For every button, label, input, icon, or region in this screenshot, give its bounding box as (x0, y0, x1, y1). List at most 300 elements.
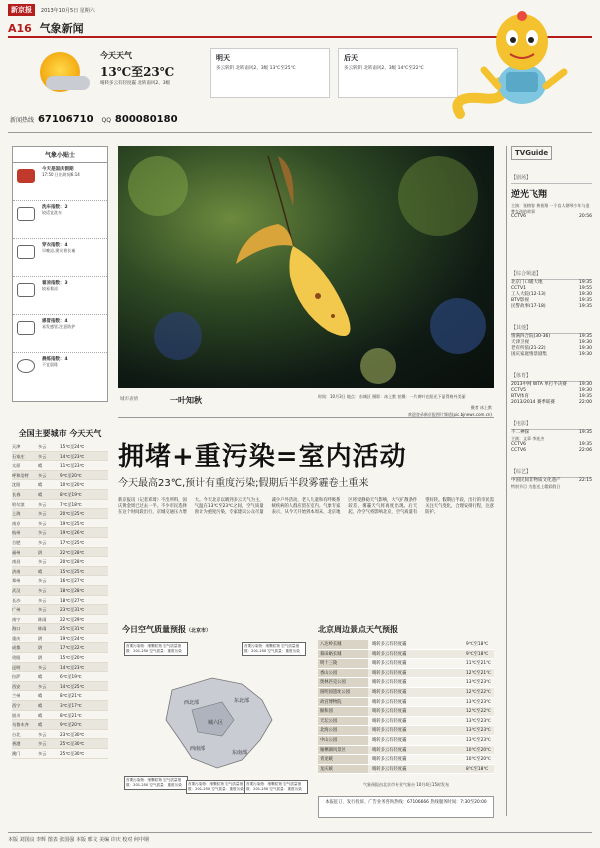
city-row (12, 653, 108, 663)
tv-program: 天津卫视 (511, 340, 529, 345)
tv-program: 国庆家庭情景剧集 (511, 352, 547, 357)
city-name: 合肥 (12, 539, 21, 545)
tv-time: 19:30 (579, 292, 592, 297)
city-row (12, 739, 108, 749)
flag-icon (17, 169, 35, 183)
tv-listing (511, 400, 592, 406)
city-name: 海口 (12, 626, 21, 632)
city-row (12, 567, 108, 577)
spot-temp: 13℃至23℃ (466, 737, 491, 743)
city-temp: 22℃至29℃ (60, 616, 85, 622)
tv-time: 19:35 (579, 430, 592, 435)
city-weather: 晴 (38, 491, 43, 497)
city-name: 石家庄 (12, 453, 25, 459)
spot-temp: 12℃至21℃ (466, 669, 494, 678)
city-weather: 晴 (38, 568, 43, 574)
city-row (12, 500, 108, 510)
city-weather: 多云 (38, 559, 47, 565)
city-name: 兰州 (12, 693, 21, 699)
city-weather: 晴 (38, 674, 43, 680)
air-quality-title-note: （北京市） (186, 628, 212, 634)
spot-weather: 晴转多云有轻度霾 (372, 661, 407, 667)
city-weather: 多云 (38, 587, 47, 593)
city-name: 银川 (12, 712, 21, 718)
tv-listing (511, 478, 592, 484)
city-weather: 多云 (38, 511, 47, 517)
region-label: 城六区 (208, 720, 224, 726)
city-temp: 23℃至31℃ (60, 607, 85, 613)
city-temp: 25℃至30℃ (60, 751, 85, 756)
spot-row (318, 650, 494, 660)
city-row (12, 749, 108, 759)
city-weather: 多云 (38, 731, 47, 737)
subheadline: 今天最高23℃,预计有重度污染;假期后半段雾霾卷土重来 (118, 478, 369, 489)
city-name: 澳门 (12, 751, 21, 756)
spot-temp: 10℃至20℃ (466, 746, 494, 755)
tv-time: 19:55 (579, 286, 592, 291)
city-weather: 阴 (38, 549, 43, 555)
tv-guide-head: TVGuide (511, 146, 552, 160)
tip-text: 早晚凉,建议着长袖 (42, 248, 76, 253)
city-temp: 11℃至23℃ (60, 463, 85, 469)
city-temp: 15℃至20℃ (60, 655, 85, 661)
qq-number: 800080180 (114, 114, 178, 125)
section-divider (8, 132, 592, 133)
air-quality-title (122, 624, 211, 635)
city-weather: 晴 (38, 703, 43, 709)
tv-channel: CCTV6 (511, 214, 526, 219)
city-list-title: 全国主要城市 今天天气 (18, 428, 102, 438)
tip-item (13, 277, 107, 315)
city-temp: 15℃至25℃ (60, 568, 85, 574)
city-row (12, 442, 108, 452)
city-temp: 9℃至20℃ (60, 472, 82, 478)
city-name: 呼和浩特 (12, 472, 29, 478)
tv-section-title: 【电影】 (511, 420, 592, 430)
photo-source: 欢迎登录新京报图片频道(pic.bjnews.com.cn) (407, 412, 492, 417)
spot-weather: 晴转多云有轻度霾 (372, 699, 407, 705)
city-row (12, 730, 108, 740)
city-row (12, 519, 108, 529)
city-row (12, 528, 108, 538)
region-status-box: 首要污染物：细颗粒物 空气质量指数：201-250 空气质量：重度污染 (124, 642, 188, 656)
section-title: 气象新闻 (39, 22, 84, 35)
city-row (12, 538, 108, 548)
city-name: 南昌 (12, 559, 21, 565)
region-status-box: 首要污染物：细颗粒物 空气质量指数：201-250 空气质量：重度污染 (242, 642, 306, 656)
spot-row (318, 765, 494, 775)
spot-row (318, 707, 494, 717)
subscription-box: 本报征订、发行投诉、广告业务咨询热线：67106666 热线服务时间：7:30至20:00 (318, 796, 494, 818)
tv-time: 19:35 (579, 298, 592, 303)
city-name: 香港 (12, 741, 21, 747)
city-row (12, 548, 108, 558)
spot-weather: 晴转多云有轻度霾 (372, 642, 407, 647)
tv-time: 19:30 (579, 340, 592, 345)
tv-program: 中国民间非物质文化遗产 (511, 477, 561, 483)
city-weather: 多云 (38, 664, 47, 670)
city-weather: 多云 (38, 501, 47, 507)
spot-weather: 晴转多云有轻度霾 (368, 669, 466, 678)
city-name: 南京 (12, 520, 21, 526)
city-temp: 17℃至25℃ (60, 539, 85, 545)
city-name: 天津 (12, 444, 21, 449)
tv-program: CCTV1 (511, 286, 526, 291)
spot-temp: 9℃至18℃ (466, 650, 494, 659)
city-row (12, 672, 108, 682)
city-weather: 阴 (38, 645, 43, 651)
city-temp: 25℃至31℃ (60, 626, 85, 632)
spot-row (318, 698, 494, 708)
city-weather: 多云 (38, 530, 47, 536)
photo-credit: 摄者 冰上默 (470, 405, 492, 410)
city-name: 贵阳 (12, 655, 21, 661)
tip-item (13, 353, 107, 391)
city-weather: 多云 (38, 751, 47, 756)
city-name: 上海 (12, 511, 21, 517)
spot-temp: 12℃至22℃ (466, 707, 494, 716)
tv-section-title: 【其他】 (511, 324, 592, 334)
tips-title: 气象小贴士 (13, 147, 107, 163)
tip-text: 17:50 日出时间6:14 (42, 172, 80, 177)
spot-name: 中山公园 (318, 736, 368, 745)
city-weather: 多云 (38, 578, 47, 584)
city-row (12, 615, 108, 625)
region-status-box: 首要污染物：细颗粒物 空气质量指数：201-250 空气质量：重度污染 (124, 776, 188, 790)
health-icon (17, 321, 35, 335)
tv-listing (511, 448, 592, 454)
city-weather: 晴 (38, 693, 43, 699)
spot-row (318, 726, 494, 736)
city-name: 长春 (12, 491, 21, 497)
city-name: 武汉 (12, 587, 21, 593)
tip-text: 较适宜洗车 (42, 210, 62, 215)
tip-item (13, 315, 107, 353)
spot-name: 颐和园 (318, 707, 368, 716)
tv-program: 2013/2014 赛季联赛 (511, 400, 555, 405)
city-temp: 14℃至25℃ (60, 683, 85, 689)
city-temp: 19℃至25℃ (60, 520, 85, 526)
city-weather: 多云 (38, 597, 47, 603)
city-name: 西宁 (12, 703, 21, 709)
city-row (12, 691, 108, 701)
tip-item (13, 239, 107, 277)
city-temp: 14℃至23℃ (60, 453, 85, 459)
city-temp: 22℃至28℃ (60, 549, 85, 555)
tv-program: 不二神探 (511, 430, 529, 435)
city-name: 南宁 (12, 616, 21, 622)
city-temp: 25℃至30℃ (60, 741, 85, 747)
cold-icon (17, 283, 35, 297)
city-name: 昆明 (12, 664, 21, 670)
tv-program: BTV影视 (511, 298, 529, 303)
spot-row (318, 659, 494, 669)
photo-tag: 城市表情 (120, 397, 138, 402)
tv-time: 22:00 (579, 400, 592, 405)
spot-name: 明十三陵 (318, 659, 368, 668)
spot-weather: 晴转多云有轻度霾 (368, 688, 466, 697)
tv-time: 19:30 (579, 382, 592, 387)
city-temp: 15℃至24℃ (60, 444, 85, 449)
spot-name: 慕田峪长城 (318, 650, 368, 659)
city-temp: 19℃至24℃ (60, 635, 85, 641)
city-row (12, 461, 108, 471)
tv-program: 2013中网 WTA 单打半决赛 (511, 382, 567, 387)
city-temp: 23℃至30℃ (60, 731, 85, 737)
city-temp: 20℃至25℃ (60, 511, 85, 517)
tv-guide (506, 146, 592, 816)
tv-time: 19:35 (579, 280, 592, 285)
beijing-spots-table (318, 640, 494, 774)
tv-time: 19:35 (579, 334, 592, 339)
city-name: 长沙 (12, 597, 21, 603)
news-hotline-label: 新闻热线 (10, 117, 35, 124)
city-weather: 多云 (38, 453, 47, 459)
page-header (8, 20, 84, 36)
leaf-illustration (118, 146, 494, 388)
today-detail: 晴转多云有轻度霾 北转南风2、3级 (100, 81, 171, 86)
tv-time: 19:30 (579, 346, 592, 351)
spot-temp: 13℃至23℃ (466, 680, 491, 686)
spot-temp: 8℃至18℃ (466, 765, 494, 774)
tomorrow-detail: 多云转阴 北转南风2、3级 13℃至25℃ (216, 66, 296, 71)
tv-time: 22:15 (579, 477, 592, 483)
city-row (12, 471, 108, 481)
city-temp: 19℃至26℃ (60, 530, 85, 536)
region-label: 东北部 (234, 698, 250, 704)
spot-temp: 11℃至21℃ (466, 661, 491, 667)
tip-text: 易发感冒,注意防护 (42, 324, 76, 329)
city-name: 西安 (12, 683, 21, 689)
tv-program: BTV体育 (511, 394, 529, 399)
city-name: 成都 (12, 645, 21, 651)
city-row (12, 624, 108, 634)
city-row (12, 720, 108, 730)
today-label: 今天天气 (100, 51, 132, 60)
spot-temp: 13℃至23℃ (466, 726, 494, 735)
city-row (12, 490, 108, 500)
tv-time: 19:35 (579, 304, 592, 309)
tv-program: 民警故事(17-18) (511, 304, 546, 309)
city-weather: 多云 (38, 472, 47, 478)
city-weather: 阴 (38, 655, 43, 661)
tip-name: 今天是国庆假期 (42, 167, 74, 172)
mascot-illustration (440, 6, 585, 126)
city-temp: 20℃至28℃ (60, 559, 85, 565)
spot-temp: 12℃至22℃ (466, 688, 494, 697)
city-row (12, 509, 108, 519)
spot-row (318, 717, 494, 727)
region-label: 东南部 (232, 750, 248, 756)
tv-feature-body: 主演：张榕容 黄裕翔 一个盲人钢琴少年与追梦女孩的故事 (511, 203, 590, 214)
city-name: 济南 (12, 568, 21, 574)
tv-feature-title: 逆光飞翔 (511, 190, 548, 200)
city-row (12, 586, 108, 596)
region-status-box: 首要污染物：细颗粒物 空气质量指数：201-250 空气质量：重度污染 (244, 780, 308, 794)
city-row (12, 480, 108, 490)
city-row (12, 596, 108, 606)
city-weather: 阵雨 (38, 626, 47, 632)
city-row (12, 557, 108, 567)
tv-time: 22:06 (579, 447, 592, 453)
spot-row (318, 746, 494, 756)
car-icon (17, 207, 35, 221)
tv-time: 19:30 (579, 388, 592, 393)
city-row (12, 576, 108, 586)
photo-caption (118, 390, 494, 418)
tv-time: 20:56 (579, 214, 592, 219)
spot-weather: 晴转多云有轻度霾 (368, 765, 466, 774)
city-name: 福州 (12, 549, 21, 555)
city-name: 郑州 (12, 578, 21, 584)
tv-time: 19:35 (579, 394, 592, 399)
city-temp: 14℃至23℃ (60, 664, 85, 670)
spot-temp: 13℃至23℃ (466, 718, 491, 724)
city-weather: 阴 (38, 635, 43, 641)
region-label: 西南部 (190, 746, 206, 752)
city-row (12, 452, 108, 462)
qq-label: QQ (101, 117, 111, 124)
spot-weather: 晴转多云有轻度霾 (372, 680, 407, 686)
tv-listing (511, 352, 592, 358)
city-name: 台北 (12, 731, 21, 737)
city-weather: 阵雨 (38, 616, 47, 622)
city-weather: 多云 (38, 444, 47, 449)
city-name: 哈尔滨 (12, 501, 25, 507)
tip-name: 穿衣指数：4 (42, 243, 68, 248)
air-quality-title-text: 今日空气质量预报 (122, 625, 186, 634)
spot-row (318, 640, 494, 650)
city-temp: 6℃至19℃ (60, 674, 82, 680)
news-hotline-number: 67106710 (37, 114, 94, 125)
city-name: 广州 (12, 607, 21, 613)
spot-temp: 10℃至20℃ (466, 757, 491, 763)
tv-time: 19:30 (579, 352, 592, 357)
spot-name: 青龙峡 (318, 755, 368, 764)
tv-listing (511, 214, 592, 220)
city-row (12, 643, 108, 653)
spot-weather: 晴转多云有轻度霾 (368, 707, 466, 716)
spot-weather: 晴转多云有轻度霾 (372, 718, 407, 724)
cloud-icon (46, 76, 90, 90)
city-weather-list (12, 428, 108, 826)
weather-tips-box (12, 146, 108, 402)
hotline-bar (10, 114, 184, 125)
region-status-box: 首要污染物：细颗粒物 空气质量指数：201-250 空气质量：重度污染 (186, 780, 250, 794)
spot-row (318, 736, 494, 746)
city-temp: 10℃至20℃ (60, 482, 85, 488)
tomorrow-forecast (210, 48, 330, 98)
city-temp: 9℃至20℃ (60, 722, 82, 728)
spot-weather: 晴转多云有轻度霾 (372, 757, 407, 763)
headline: 拥堵+重污染=室内活动 (118, 442, 407, 472)
tv-feature-body: 特别节目 为您送上精彩假日 (511, 483, 561, 489)
exercise-icon (17, 359, 35, 373)
city-row (12, 701, 108, 711)
spot-row (318, 755, 494, 765)
spot-name: 天坛公园 (318, 717, 368, 726)
footer-credits: 本版 刘国良 李辉 图表 张国强 本版 邢文 美编 许庆 校对 何中钢 (8, 832, 592, 843)
city-name: 杭州 (12, 530, 21, 536)
spot-row (318, 678, 494, 688)
tip-item (13, 201, 107, 239)
spot-weather: 晴转多云有轻度霾 (368, 746, 466, 755)
city-row (12, 605, 108, 615)
city-name: 乌鲁木齐 (12, 722, 29, 728)
tv-listing (511, 304, 592, 310)
city-weather: 多云 (38, 683, 47, 689)
spot-name: 北海公园 (318, 726, 368, 735)
spot-row (318, 669, 494, 679)
city-row (12, 682, 108, 692)
air-quality-map (122, 640, 310, 818)
city-weather: 晴 (38, 722, 43, 728)
page-number: A16 (8, 22, 32, 35)
day-after-detail: 多云转阴 北转南风2、3级 14℃至22℃ (344, 66, 424, 71)
spot-name: 雁栖湖风景区 (318, 746, 368, 755)
spot-name: 奥林匹克公园 (318, 678, 368, 687)
region-label: 西北部 (184, 700, 200, 706)
tip-name: 着凉指数：3 (42, 281, 68, 286)
spot-name: 龙庆峡 (318, 765, 368, 774)
tip-item (13, 163, 107, 201)
city-row (12, 663, 108, 673)
city-row (12, 634, 108, 644)
paper-name: 新京报 (8, 4, 35, 16)
beijing-spots-title: 北京周边景点天气预报 (318, 625, 398, 634)
city-temp: 8℃至21℃ (60, 712, 82, 718)
city-weather: 晴 (38, 712, 43, 718)
tv-program: CCTV5 (511, 388, 526, 393)
tip-name: 感冒指数：4 (42, 319, 68, 324)
spot-weather: 晴转多云有轻度霾 (368, 650, 466, 659)
today-temperature: 13℃至23℃ (100, 65, 175, 79)
city-temp: 8℃至21℃ (60, 693, 82, 699)
photo-title: 一叶知秋 (170, 395, 202, 405)
city-name: 重庆 (12, 635, 21, 641)
city-temp: 18℃至28℃ (60, 587, 85, 593)
city-weather: 多云 (38, 520, 47, 526)
tv-program: CCTV6 (511, 447, 526, 453)
tv-section-title: 【综合频道】 (511, 270, 592, 280)
city-name: 沈阳 (12, 482, 21, 488)
city-weather: 多云 (38, 539, 47, 545)
tip-name: 晨练指数：4 (42, 357, 68, 362)
spot-name: 故宫博物院 (318, 698, 368, 707)
tomorrow-label: 明天 (216, 54, 230, 62)
city-weather: 晴 (38, 482, 43, 488)
city-weather: 多云 (38, 741, 47, 747)
tip-text: 不宜晨练 (42, 362, 58, 367)
tv-section-title: 【体育】 (511, 372, 592, 382)
spot-name: 八达岭长城 (318, 640, 368, 649)
spot-name: 圆明园遗址公园 (318, 688, 368, 697)
city-temp: 16℃至27℃ (60, 578, 85, 584)
city-row (12, 711, 108, 721)
city-name: 太原 (12, 463, 21, 469)
spot-temp: 9℃至18℃ (466, 642, 489, 647)
city-temp: 7℃至18℃ (60, 501, 82, 507)
forecast-note: 气象预报由北京市专业气象台 10月4日15时发布 (363, 782, 449, 787)
tv-section-title: 【综艺】 (511, 468, 592, 478)
day-after-label: 后天 (344, 54, 358, 62)
spot-name: 香山公园 (318, 669, 368, 678)
article-body: 新京报讯（记者邓琦）不出所料，国庆黄金周已过去一半。不少市民选择在这个时间段出行，京城交通压力增大。今天北京以晴到多云天气为主，气温在13℃至23℃之间，空气质量预计为重度污染，专家建议公众尽量减少户外活动，老人儿童和有呼吸系统疾病的人群应留在室内。气象专家表示，从今天开始到本周末，北京地区将受静稳天气影响，大气扩散条件较差，雾霾天气将再度出现。后天起，冷空气将影响北京，空气质量有望好转。假期后半段，出行的市民需关注天气变化，合理安排行程，注意防护。 (118, 498, 494, 515)
city-temp: 17℃至22℃ (60, 645, 85, 651)
spot-weather: 晴转多云有轻度霾 (372, 737, 407, 743)
tv-program: CCTV6 (511, 441, 526, 447)
city-weather: 晴 (38, 463, 43, 469)
